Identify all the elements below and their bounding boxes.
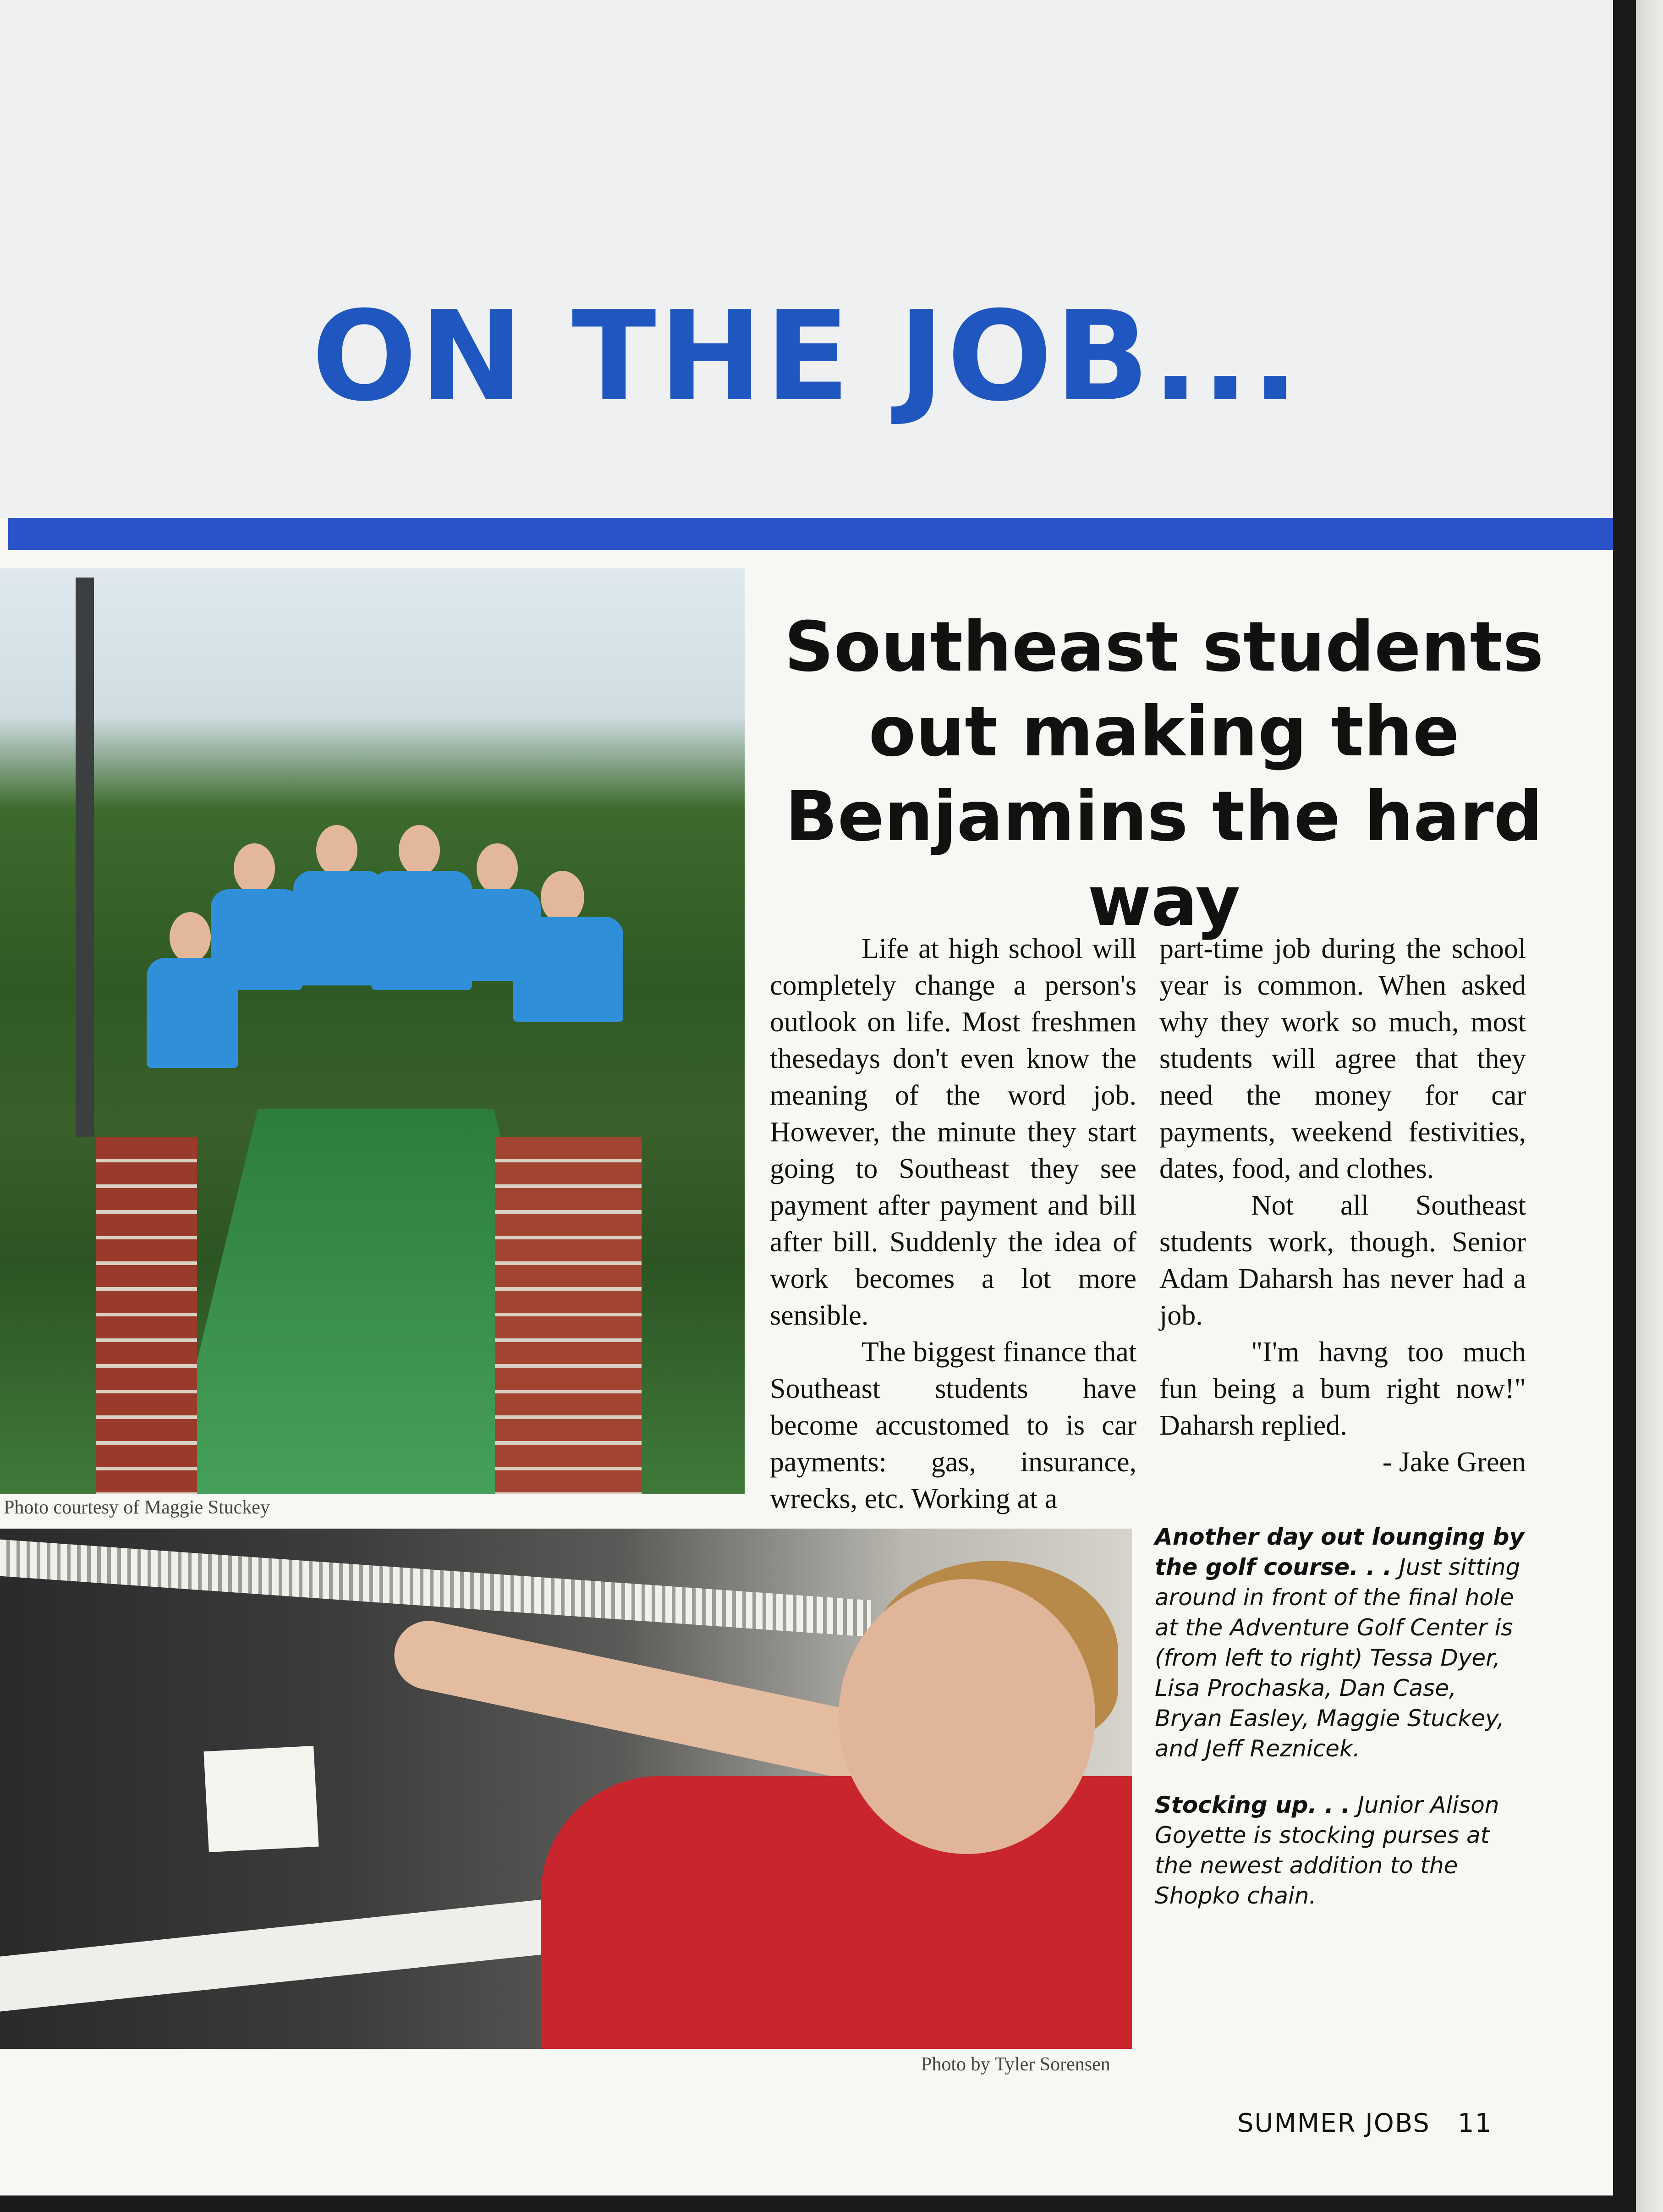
caption-text: Junior Alison Goyette is stocking purses at the newest addition to the Shopko chain. (1155, 1792, 1499, 1909)
article-paragraph: Life at high school will completely change a person's outlook on life. Most freshmen thesedays don't even know the meaning of the word job. However, the minute they start going to Southeast they see payment after payment and bill after bill. Suddenly the idea of work becomes a lot more sensible. (770, 933, 1136, 1331)
brick-wall-left (96, 1137, 197, 1494)
article-byline: - Jake Green (1382, 1447, 1526, 1478)
article-headline: Southeast students out making the Benjamins the hard way (784, 607, 1544, 941)
golf-course-photo (0, 568, 745, 1494)
page-binding-edge (1613, 0, 1663, 2212)
article-paragraph: part-time job during the school year is common. When asked why they work so much, most students will agree that they need the money for car payments, weekend festivities, dates, food, and clothes. (1159, 933, 1526, 1184)
blue-divider-rule (8, 518, 1613, 550)
header-band (0, 0, 1613, 518)
student-shirt (211, 889, 302, 990)
store-stocking-photo (0, 1529, 1132, 2049)
student-head (234, 843, 275, 894)
student-head (477, 843, 518, 894)
page-footer (1237, 2108, 1492, 2138)
student-head (170, 912, 211, 963)
student-head (316, 825, 357, 875)
student-head (541, 871, 584, 924)
student-arm (388, 1614, 895, 1786)
golf-photo-caption (1155, 1522, 1531, 1764)
golf-photo-credit: Photo courtesy of Maggie Stuckey (4, 1497, 270, 1518)
article-paragraph: "I'm havng too much fun being a bum right now!" Daharsh replied. (1159, 1337, 1526, 1441)
student-group (137, 825, 642, 1082)
store-photo-caption (1155, 1790, 1531, 1911)
page-number: 11 (1457, 2108, 1493, 2138)
student-head (839, 1579, 1095, 1854)
price-tag (203, 1746, 318, 1852)
student-shirt (513, 917, 623, 1022)
lamp-pole (76, 578, 94, 1137)
store-photo-credit: Photo by Tyler Sorensen (921, 2054, 1110, 2075)
caption-lead: Another day out lounging by the golf course. . . (1155, 1524, 1525, 1580)
article-column-1 (770, 930, 1136, 1517)
page-bottom-edge (0, 2195, 1613, 2212)
caption-text: Just sitting around in front of the final hole at the Adventure Golf Center is (from left to right) Tessa Dyer, Lisa Prochaska, Dan Case, Bryan Easley, Maggie Stuckey, and Jeff Reznicek. (1155, 1554, 1520, 1762)
article-paragraph: Not all Southeast students work, though. Senior Adam Daharsh has never had a job. (1159, 1190, 1526, 1331)
article-paragraph: The biggest finance that Southeast students have become accustomed to is car payments: gas, insurance, wrecks, etc. Working at a (770, 1337, 1136, 1514)
brick-wall-right (495, 1137, 642, 1494)
section-name: SUMMER JOBS (1237, 2108, 1430, 2138)
article-column-2 (1159, 930, 1526, 1480)
student-head (399, 825, 440, 875)
page-title: ON THE JOB... (312, 284, 1301, 429)
caption-lead: Stocking up. . . (1155, 1792, 1350, 1818)
